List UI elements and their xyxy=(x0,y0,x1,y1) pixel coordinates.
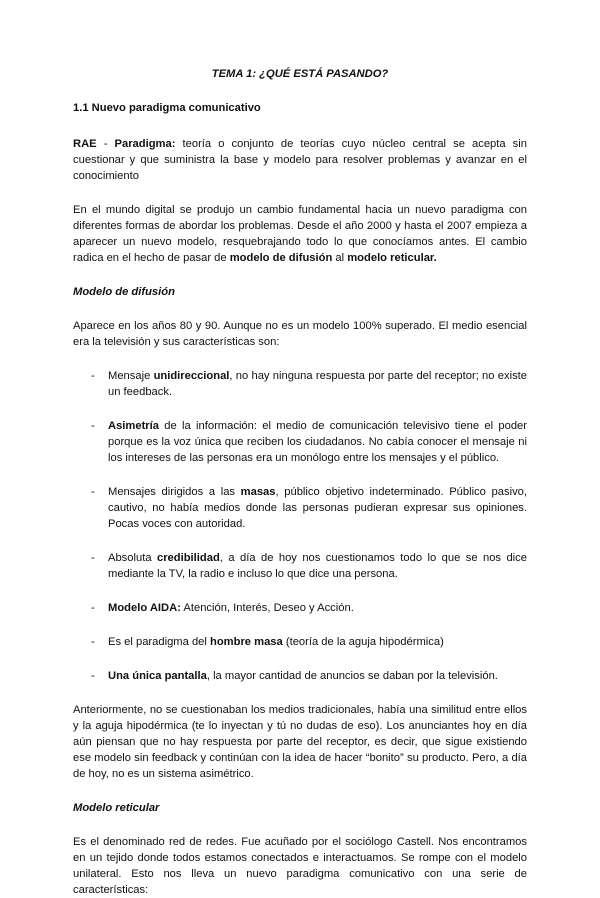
list-item xyxy=(73,484,527,532)
intro-bold-diffusion: modelo de difusión xyxy=(229,252,333,264)
item-text: , a día de hoy nos cuestionamos todo lo que se nos dice mediante la TV, la radio e incluso lo que dice una persona. xyxy=(108,552,527,580)
intro-mid: al xyxy=(332,252,348,264)
rae-source: RAE xyxy=(73,138,97,150)
diffusion-characteristics-list xyxy=(73,368,527,684)
dash-bullet: - xyxy=(91,670,95,682)
diffusion-heading: Modelo de difusión xyxy=(73,286,175,298)
dash-bullet: - xyxy=(91,370,95,382)
item-bold: Una única pantalla xyxy=(108,670,207,682)
item-text: , la mayor cantidad de anuncios se daban por la televisión. xyxy=(206,670,498,682)
reticular-paragraph: Es el denominado red de redes. Fue acuñado por el sociólogo Castell. Nos encontramos en un tejido donde todos estamos conectados e interactuamos. Se rompe con el modelo unilateral. Esto nos lleva un nuevo paradigma comunicativo con una serie de características: xyxy=(73,836,527,896)
item-bold: Modelo AIDA: xyxy=(108,602,181,614)
item-text: Absoluta xyxy=(108,552,157,564)
dash-bullet: - xyxy=(91,552,95,564)
list-item xyxy=(73,600,527,616)
item-bold: unidireccional xyxy=(153,370,230,382)
list-item xyxy=(73,634,527,650)
intro-paragraph xyxy=(73,202,527,266)
rae-definition-text: teoría o conjunto de teorías cuyo núcleo central se acepta sin cuestionar y que suministra la base y modelo para resolver problemas y avanzar en el conocimiento xyxy=(73,138,527,182)
list-item xyxy=(73,368,527,400)
item-text: Atención, Interés, Deseo y Acción. xyxy=(180,602,354,614)
item-bold: credibilidad xyxy=(156,552,220,564)
rae-term: Paradigma: xyxy=(114,138,176,150)
rae-definition xyxy=(73,136,527,184)
item-bold: Asimetría xyxy=(108,420,159,432)
dash-bullet: - xyxy=(91,602,95,614)
item-text: Mensaje xyxy=(108,370,154,382)
list-item xyxy=(73,418,527,466)
reticular-heading: Modelo reticular xyxy=(73,802,160,814)
document-title: TEMA 1: ¿QUÉ ESTÁ PASANDO? xyxy=(211,68,389,80)
intro-text: En el mundo digital se produjo un cambio fundamental hacia un nuevo paradigma con diferentes formas de abordar los problemas. Desde el año 2000 y hasta el 2007 empieza a aparecer un nuevo modelo, resquebrajando todo lo que conocíamos antes. El cambio radica en el hecho de pasar de xyxy=(73,204,527,264)
item-bold: hombre masa xyxy=(210,636,283,648)
list-item xyxy=(73,550,527,582)
section-heading: 1.1 Nuevo paradigma comunicativo xyxy=(73,102,261,114)
intro-bold-reticular: modelo reticular. xyxy=(347,252,437,264)
item-text: Es el paradigma del xyxy=(108,636,210,648)
diffusion-closing: Anteriormente, no se cuestionaban los medios tradicionales, había una similitud entre ellos y la aguja hipodérmica (te lo inyectan y tú no dudas de eso). Los anunciantes hoy en día aún piensan que no hay respuesta por parte del receptor, es decir, que sigue existiendo ese modelo sin feedback y continúan con la idea de hacer “bonito” su producto. Pero, a día de hoy, no es un sistema asimétrico. xyxy=(73,704,527,780)
diffusion-intro: Aparece en los años 80 y 90. Aunque no es un modelo 100% superado. El medio esencial era la televisión y sus características son: xyxy=(73,320,527,348)
item-text: de la información: el medio de comunicación televisivo tiene el poder porque es la voz única que reciben los ciudadanos. No cabía conocer el mensaje ni los intereses de las personas era un monólogo entre los mensajes y el público. xyxy=(108,420,527,464)
dash-bullet: - xyxy=(91,486,95,498)
item-text: (teoría de la aguja hipodérmica) xyxy=(282,636,444,648)
dash-bullet: - xyxy=(91,636,95,648)
dash-bullet: - xyxy=(91,420,95,432)
rae-separator: - xyxy=(96,138,115,150)
item-text: , no hay ninguna respuesta por parte del receptor; no existe un feedback. xyxy=(108,370,527,398)
list-item xyxy=(73,668,527,684)
item-bold: masas xyxy=(240,486,276,498)
item-text: , público objetivo indeterminado. Público pasivo, cautivo, no había medios donde las personas pudieran expresar sus opiniones. Pocas voces con autoridad. xyxy=(108,486,528,530)
item-text: Mensajes dirigidos a las xyxy=(108,486,241,498)
